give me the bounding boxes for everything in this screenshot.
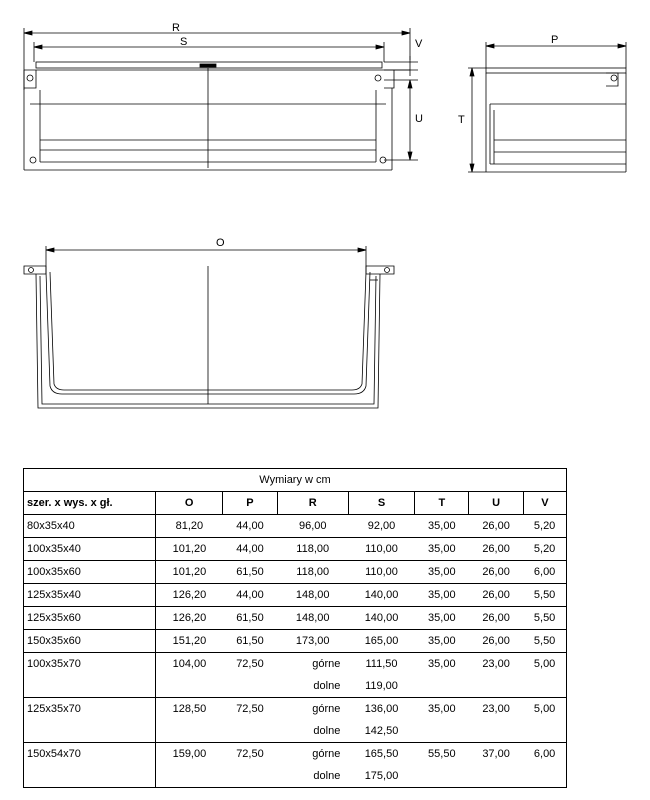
cell-r: górne (312, 748, 341, 760)
table-row-continuation (24, 675, 567, 698)
cell-v: 6,00 (523, 743, 566, 766)
cell-o: 159,00 (172, 748, 207, 760)
dim-label-t: T (458, 114, 465, 126)
cell-r: 173,00 (277, 630, 348, 653)
cell-p: 61,50 (223, 561, 277, 584)
cell-t: 35,00 (415, 561, 469, 584)
cell-u: 37,00 (482, 748, 510, 760)
cell-v: 5,50 (523, 584, 566, 607)
cell-s: 92,00 (348, 515, 414, 538)
header-v: V (523, 492, 566, 515)
cell-s: 165,00 (348, 630, 414, 653)
table-row (24, 584, 567, 607)
cell-r: 96,00 (277, 515, 348, 538)
cell-size: 125x35x70 (24, 698, 156, 721)
header-p: P (223, 492, 277, 515)
table-row-continuation (24, 720, 567, 743)
cell-s-lower: 119,00 (348, 675, 414, 698)
cell-u: 26,00 (469, 538, 523, 561)
cell-s: 140,00 (348, 607, 414, 630)
cell-p: 72,50 (236, 703, 264, 715)
cell-u: 23,00 (482, 658, 510, 670)
cell-o: 104,00 (172, 658, 207, 670)
cell-s: 136,00 (364, 703, 399, 715)
cell-o: 151,20 (156, 630, 223, 653)
section-view (24, 246, 394, 408)
table-row (24, 698, 567, 721)
cell-t: 35,00 (415, 538, 469, 561)
cell-v: 5,00 (523, 653, 566, 676)
cell-v: 5,50 (523, 630, 566, 653)
cell-o: 126,20 (156, 584, 223, 607)
cell-o: 101,20 (156, 538, 223, 561)
dim-label-r: R (172, 22, 180, 34)
table-row (24, 538, 567, 561)
cell-size: 80x35x40 (24, 515, 156, 538)
cell-p: 61,50 (223, 607, 277, 630)
cell-size: 100x35x70 (24, 653, 156, 676)
cell-p: 72,50 (236, 748, 264, 760)
cell-p: 72,50 (236, 658, 264, 670)
cell-r-lower: dolne (277, 765, 348, 788)
cell-u: 26,00 (469, 561, 523, 584)
cell-p: 61,50 (223, 630, 277, 653)
cell-p: 44,00 (223, 515, 277, 538)
header-t: T (415, 492, 469, 515)
front-view (24, 28, 418, 170)
cell-size: 100x35x40 (24, 538, 156, 561)
cell-p: 44,00 (223, 538, 277, 561)
cell-r: 148,00 (277, 584, 348, 607)
cell-v: 5,20 (523, 538, 566, 561)
cell-s-lower: 142,50 (348, 720, 414, 743)
header-s: S (348, 492, 414, 515)
dim-label-o: O (216, 237, 225, 249)
cell-size: 100x35x60 (24, 561, 156, 584)
cell-s: 140,00 (348, 584, 414, 607)
header-o: O (156, 492, 223, 515)
cell-size: 125x35x60 (24, 607, 156, 630)
table-row (24, 743, 567, 766)
cell-size: 125x35x40 (24, 584, 156, 607)
cell-size: 150x54x70 (24, 743, 156, 766)
cell-t: 35,00 (415, 515, 469, 538)
cell-v: 6,00 (523, 561, 566, 584)
cell-o: 81,20 (156, 515, 223, 538)
cell-v: 5,00 (523, 698, 566, 721)
cell-v: 5,20 (523, 515, 566, 538)
cell-u: 26,00 (469, 584, 523, 607)
dim-label-v: V (415, 38, 423, 50)
cell-p: 44,00 (223, 584, 277, 607)
cell-size: 150x35x60 (24, 630, 156, 653)
table-row (24, 653, 567, 676)
table-row (24, 515, 567, 538)
cell-v: 5,50 (523, 607, 566, 630)
cell-r-lower: dolne (277, 675, 348, 698)
cell-t: 35,00 (428, 658, 456, 670)
table-row (24, 561, 567, 584)
cell-r: górne (312, 658, 341, 670)
cell-t: 35,00 (415, 630, 469, 653)
cell-t: 35,00 (415, 584, 469, 607)
cell-u: 23,00 (482, 703, 510, 715)
cell-o: 128,50 (172, 703, 207, 715)
cell-s: 165,50 (364, 748, 399, 760)
dim-label-s: S (180, 36, 188, 48)
header-r: R (277, 492, 348, 515)
table-row-continuation (24, 765, 567, 788)
header-u: U (469, 492, 523, 515)
header-size: szer. x wys. x gł. (24, 492, 156, 515)
cell-r-lower: dolne (277, 720, 348, 743)
cell-s: 111,50 (365, 658, 398, 670)
cell-t: 35,00 (428, 703, 456, 715)
table-title: Wymiary w cm (24, 469, 567, 492)
dim-label-u: U (415, 113, 423, 125)
cell-s-lower: 175,00 (348, 765, 414, 788)
cell-u: 26,00 (469, 515, 523, 538)
cell-r: 118,00 (277, 561, 348, 584)
table-header-row (24, 492, 567, 515)
cell-s: 110,00 (348, 561, 414, 584)
cell-o: 126,20 (156, 607, 223, 630)
cell-r: górne (312, 703, 341, 715)
dim-label-p: P (551, 34, 559, 46)
table-row (24, 607, 567, 630)
cell-t: 35,00 (415, 607, 469, 630)
dimensions-table (23, 468, 567, 788)
cell-u: 26,00 (469, 607, 523, 630)
table-row (24, 630, 567, 653)
cell-s: 110,00 (348, 538, 414, 561)
cell-r: 148,00 (277, 607, 348, 630)
cell-u: 26,00 (469, 630, 523, 653)
side-view (468, 42, 626, 172)
cell-t: 55,50 (428, 748, 456, 760)
cell-o: 101,20 (156, 561, 223, 584)
cell-r: 118,00 (277, 538, 348, 561)
